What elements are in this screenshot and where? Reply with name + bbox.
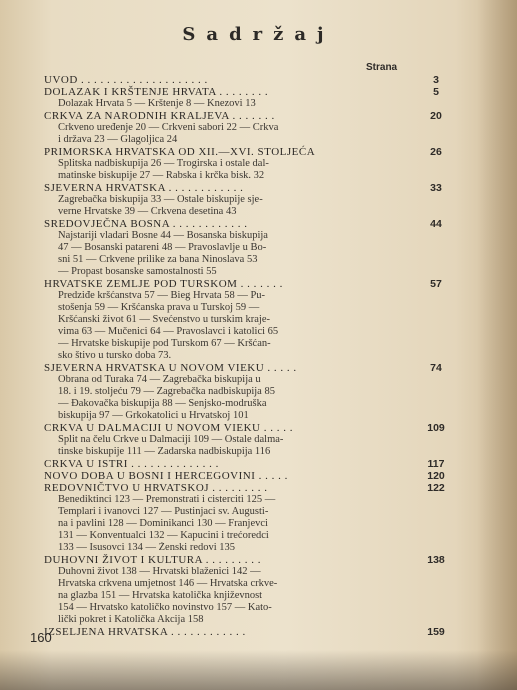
toc-entry [44,482,445,554]
page-curve-shadow [477,0,517,690]
toc-entry [44,470,445,482]
toc-row [44,218,442,230]
chapter-page-number: 120 [427,470,445,482]
chapter-heading: SJEVERNA HRVATSKA . . . . . . . . . . . . [44,182,244,194]
toc-row [44,470,445,482]
subtopic-line: na i pavlini 128 — Dominikanci 130 — Franjevci [58,518,268,529]
page-bottom-shadow [0,650,517,690]
chapter-heading: IZSELJENA HRVATSKA . . . . . . . . . . . . [44,626,246,638]
subtopic-line: Kršćanski život 61 — Svećenstvo u turskim kraje- [58,314,270,325]
subtopic-line: stošenja 59 — Kršćanska prava u Turskoj 59 — [58,302,260,313]
chapter-subtopics [44,374,416,422]
chapter-page-number: 109 [427,422,445,434]
chapter-subtopics [44,566,416,626]
subtopic-line: na glazba 151 — Hrvatska katolička književnost [58,590,263,601]
subtopic-line: 133 — Isusovci 134 — Ženski redovi 135 [58,542,236,553]
chapter-heading: SREDOVJEČNA BOSNA . . . . . . . . . . . . [44,218,248,230]
toc-row [44,110,442,122]
subtopic-line: vima 63 — Mučenici 64 — Pravoslavci i katolici 65 [58,326,279,337]
chapter-heading: DOLAZAK I KRŠTENJE HRVATA . . . . . . . . [44,86,269,98]
subtopic-line: Crkveno uređenje 20 — Crkveni sabori 22 — Crkva [58,122,279,133]
subtopic-line: matinske biskupije 27 — Rabska i krčka bisk. 32 [58,170,265,181]
chapter-subtopics [44,230,416,278]
toc-entry [44,182,442,218]
chapter-subtopics [44,158,416,182]
toc-entry [44,554,445,626]
toc-entry [44,74,439,86]
chapter-subtopics [44,290,416,362]
toc-row [44,182,442,194]
chapter-heading: CRKVA U DALMACIJI U NOVOM VIEKU . . . . . [44,422,293,434]
toc-entry [44,218,442,278]
chapter-subtopics [44,122,416,146]
chapter-heading: PRIMORSKA HRVATSKA OD XII.—XVI. STOLJEĆA [44,146,316,158]
subtopic-line: lički pokret i Katolička Akcija 158 [58,614,204,625]
chapter-heading: CRKVA ZA NARODNIH KRALJEVA . . . . . . . [44,110,275,122]
chapter-page-number: 3 [433,74,439,86]
toc-row [44,146,442,158]
chapter-page-number: 122 [427,482,445,494]
toc-row [44,422,445,434]
subtopic-line: — Hrvatske biskupije pod Turskom 67 — Kršćan- [58,338,271,349]
toc-row [44,74,439,86]
toc-entry [44,626,445,638]
page-column-label: Strana [366,62,398,73]
toc-row [44,86,439,98]
subtopic-line: Splitska nadbiskupija 26 — Trogirska i ostale dal- [58,158,269,169]
chapter-page-number: 5 [433,86,439,98]
subtopic-line: Benediktinci 123 — Premonstrati i cisterciti 125 — [58,494,276,505]
subtopic-line: 131 — Konventualci 132 — Kapucini i trećoredci [58,530,269,541]
toc-row [44,278,442,290]
table-of-contents [44,74,445,638]
subtopic-line: Hrvatska crkvena umjetnost 146 — Hrvatska crkve- [58,578,278,589]
subtopic-line: Obrana od Turaka 74 — Zagrebačka biskupija u [58,374,261,385]
chapter-page-number: 74 [430,362,442,374]
subtopic-line: Najstariji vladari Bosne 44 — Bosanska biskupija [58,230,268,241]
subtopic-line: Duhovni život 138 — Hrvatski blaženici 142 — [58,566,261,577]
page-title: Sadržaj [182,24,335,45]
subtopic-line: — Propast bosanske samostalnosti 55 [58,266,217,277]
chapter-subtopics [44,434,416,458]
chapter-page-number: 138 [427,554,445,566]
subtopic-line: Split na čelu Crkve u Dalmaciji 109 — Ostale dalma- [58,434,284,445]
chapter-heading: UVOD . . . . . . . . . . . . . . . . . . . . [44,74,208,86]
subtopic-line: i država 23 — Glagoljica 24 [58,134,178,145]
toc-row [44,626,445,638]
toc-row [44,362,442,374]
subtopic-line: Templari i ivanovci 127 — Pustinjaci sv. Augusti- [58,506,269,517]
toc-entry [44,146,442,182]
chapter-heading: SJEVERNA HRVATSKA U NOVOM VIEKU . . . . . [44,362,297,374]
chapter-page-number: 159 [427,626,445,638]
toc-row [44,458,445,470]
toc-entry [44,362,442,422]
chapter-heading: NOVO DOBA U BOSNI I HERCEGOVINI . . . . . [44,470,288,482]
chapter-heading: REDOVNIČTVO U HRVATSKOJ . . . . . . . . . [44,482,268,494]
toc-entry [44,110,442,146]
subtopic-line: Zagrebačka biskupija 33 — Ostale biskupije sje- [58,194,263,205]
toc-entry [44,86,439,110]
subtopic-line: sni 51 — Crkvene prilike za bana Ninoslava 53 [58,254,258,265]
subtopic-line: tinske biskupije 111 — Zadarska nadbiskupija 116 [58,446,271,457]
chapter-page-number: 44 [430,218,442,230]
chapter-heading: HRVATSKE ZEMLJE POD TURSKOM . . . . . . . [44,278,283,290]
subtopic-line: Dolazak Hrvata 5 — Krštenje 8 — Knezovi 13 [58,98,256,109]
toc-row [44,554,445,566]
subtopic-line: — Đakovačka biskupija 88 — Senjsko-modruška [58,398,267,409]
chapter-subtopics [44,98,416,110]
chapter-heading: DUHOVNI ŽIVOT I KULTURA . . . . . . . . . [44,554,261,566]
subtopic-line: 18. i 19. stoljeću 79 — Zagrebačka nadbiskupija 85 [58,386,275,397]
chapter-subtopics [44,194,416,218]
chapter-heading: CRKVA U ISTRI . . . . . . . . . . . . . . [44,458,219,470]
subtopic-line: Predziđe kršćanstva 57 — Bieg Hrvata 58 — Pu- [58,290,266,301]
chapter-subtopics [44,494,416,554]
chapter-page-number: 26 [430,146,442,158]
chapter-page-number: 57 [430,278,442,290]
toc-entry [44,458,445,470]
toc-entry [44,278,442,362]
chapter-page-number: 117 [427,458,445,470]
subtopic-line: sko štivo u tursko doba 73. [58,350,172,361]
toc-row [44,482,445,494]
toc-entry [44,422,445,458]
chapter-page-number: 20 [430,110,442,122]
subtopic-line: biskupija 97 — Grkokatolici u Hrvatskoj 101 [58,410,249,421]
subtopic-line: 47 — Bosanski patareni 48 — Pravoslavlje u Bo- [58,242,267,253]
subtopic-line: verne Hrvatske 39 — Crkvena desetina 43 [58,206,237,217]
subtopic-line: 154 — Hrvatsko katoličko novinstvo 157 — Kato- [58,602,272,613]
page-number: 160 [30,630,52,645]
chapter-page-number: 33 [430,182,442,194]
